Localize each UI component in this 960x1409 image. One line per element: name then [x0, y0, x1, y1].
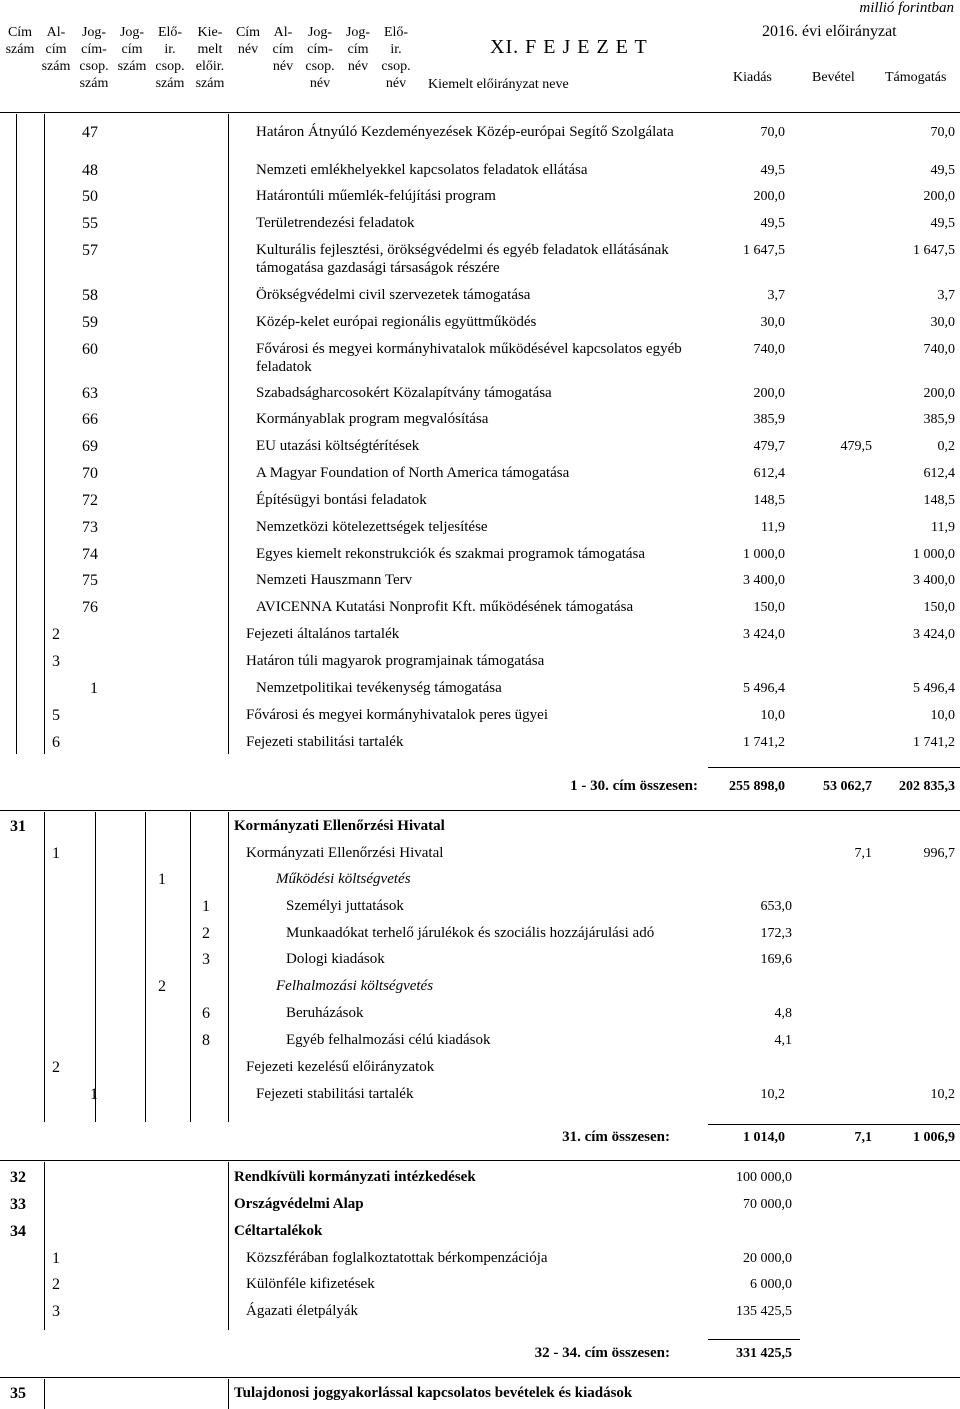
- table-row: 58 Örökségvédelmi civil szervezetek támogatása 3,7 3,7: [82, 287, 955, 304]
- table-header: [0, 0, 960, 98]
- table-row: 55 Területrendezési feladatok 49,5 49,5: [82, 215, 955, 232]
- header-kiadas: Kiadás: [733, 70, 772, 85]
- table-row: 66 Kormányablak program megvalósítása 385,9 385,9: [82, 411, 955, 428]
- table-row: 72 Építésügyi bontási feladatok 148,5 148,5: [82, 492, 955, 509]
- table-row: 2 Fejezeti általános tartalék 3 424,0 3 424,0: [52, 626, 955, 643]
- header-tamogatas: Támogatás: [885, 70, 947, 85]
- table-row: 8 Egyéb felhalmozási célú kiadások 4,1: [202, 1032, 792, 1049]
- table-row: 1 Személyi juttatások 653,0: [202, 898, 792, 915]
- section-4: 35 Tulajdonosi joggyakorlással kapcsolatos bevételek és kiadások: [0, 1380, 960, 1407]
- header-col-jogcim-nev: Jog- cím név: [345, 25, 371, 74]
- year-label: 2016. évi előirányzat: [762, 23, 897, 40]
- table-row: 6 Beruházások 4,8: [202, 1005, 792, 1022]
- section-rule: [0, 1160, 960, 1161]
- table-row: 48 Nemzeti emlékhelyekkel kapcsolatos feladatok ellátása 49,5 49,5: [82, 162, 955, 179]
- total-bevetel: 53 062,7: [823, 779, 872, 794]
- table-row: 2 Munkaadókat terhelő járulékok és szociális hozzájárulási adó 172,3: [202, 925, 792, 942]
- section-rule: [0, 810, 960, 811]
- table-row: 32 Rendkívüli kormányzati intézkedések 100 000,0: [10, 1169, 792, 1186]
- table-row: 2 Különféle kifizetések 6 000,0: [52, 1276, 792, 1293]
- table-row: 69 EU utazási költségtérítések 479,7 479,5 0,2: [82, 438, 955, 455]
- header-col-alcim-szam: Al- cím szám: [41, 25, 71, 74]
- header-col-jogcimcsop-szam: Jog- cím- csop. szám: [79, 25, 109, 91]
- table-row: 31 Kormányzati Ellenőrzési Hivatal: [0, 813, 960, 840]
- table-row: 47 Határon Átnyúló Kezdeményezések Közép-európai Segítő Szolgálata 70,0 70,0: [0, 119, 960, 163]
- header-col-cim-nev: Cím név: [235, 25, 261, 57]
- header-col-name: Kiemelt előirányzat neve: [428, 77, 569, 92]
- table-row: 1 Működési költségvetés: [158, 871, 411, 888]
- section-rule: [0, 1377, 960, 1378]
- total-tamogatas: 202 835,3: [899, 779, 955, 794]
- header-col-cim-szam: Cím szám: [5, 25, 35, 57]
- table-row: 3 Határon túli magyarok programjainak támogatása: [52, 653, 545, 670]
- table-row: 59 Közép-kelet európai regionális együttműködés 30,0 30,0: [82, 314, 955, 331]
- header-col-eloircsop-nev: Elő- ir. csop. név: [381, 25, 411, 91]
- header-col-jogcim-szam: Jog- cím szám: [117, 25, 147, 74]
- total-row: 32 - 34. cím összesen: 331 425,5: [534, 1345, 792, 1361]
- total-row: [0, 773, 960, 800]
- header-col-alcim-nev: Al- cím név: [272, 25, 294, 74]
- unit-label: millió forintban: [859, 0, 954, 16]
- row-tamogatas: 70,0: [930, 125, 955, 140]
- table-row: 76 AVICENNA Kutatási Nonprofit Kft. működésének támogatása 150,0 150,0: [82, 599, 955, 616]
- table-row: 70 A Magyar Foundation of North America támogatása 612,4 612,4: [82, 465, 955, 482]
- section-title: Kormányzati Ellenőrzési Hivatal: [234, 818, 445, 834]
- chapter-title: XI. F E J E Z E T: [490, 36, 648, 58]
- table-row: 3 Dologi kiadások 169,6: [202, 951, 792, 968]
- row-kiadas: 70,0: [760, 125, 785, 140]
- table-row: 1 Nemzetpolitikai tevékenység támogatása 5 496,4 5 496,4: [90, 680, 955, 697]
- table-row: 6 Fejezeti stabilitási tartalék 1 741,2 1 741,2: [52, 734, 955, 751]
- total-kiadas: 255 898,0: [729, 779, 785, 794]
- table-row: 1 Kormányzati Ellenőrzési Hivatal 7,1 996,7: [52, 845, 955, 862]
- table-row: 57 Kulturális fejlesztési, örökségvédelmi és egyéb feladatok ellátásának támogatása gazdasági társaságok részére 1 647,5 1 647,5: [82, 242, 955, 276]
- table-row: 74 Egyes kiemelt rekonstrukciók és szakmai programok támogatása 1 000,0 1 000,0: [82, 546, 955, 563]
- table-row: 3 Ágazati életpályák 135 425,5: [52, 1303, 792, 1320]
- table-row: 5 Fővárosi és megyei kormányhivatalok peres ügyei 10,0 10,0: [52, 707, 955, 724]
- row-name: Határon Átnyúló Kezdeményezések Közép-európai Segítő Szolgálata: [256, 124, 674, 140]
- section-title: Tulajdonosi joggyakorlással kapcsolatos bevételek és kiadások: [234, 1385, 633, 1401]
- table-row: 63 Szabadságharcosokért Közalapítvány támogatása 200,0 200,0: [82, 385, 955, 402]
- table-row: 75 Nemzeti Hauszmann Terv 3 400,0 3 400,0: [82, 572, 955, 589]
- header-col-jogcimcsop-nev: Jog- cím- csop. név: [305, 25, 335, 91]
- subtotal-rule: [708, 767, 960, 768]
- header-col-eloircsop-szam: Elő- ir. csop. szám: [155, 25, 185, 91]
- table-row: 34 Céltartalékok: [10, 1223, 323, 1240]
- table-row: 1 Fejezeti stabilitási tartalék 10,2 10,2: [90, 1086, 955, 1103]
- table-row: 2 Felhalmozási költségvetés: [158, 978, 434, 995]
- table-row: 60 Fővárosi és megyei kormányhivatalok működésével kapcsolatos egyéb feladatok 740,0 740,0: [82, 341, 955, 375]
- table-row: 50 Határontúli műemlék-felújítási program 200,0 200,0: [82, 188, 955, 205]
- table-row: 1 Közszférában foglalkoztatottak bérkompenzációja 20 000,0: [52, 1250, 792, 1267]
- table-row: 2 Fejezeti kezelésű előirányzatok: [52, 1059, 435, 1076]
- table-row: 33 Országvédelmi Alap 70 000,0: [10, 1196, 792, 1213]
- header-col-kiemelt-szam: Kie- melt előir. szám: [195, 25, 225, 91]
- total-row: 31. cím összesen: 1 014,0 7,1 1 006,9: [562, 1129, 955, 1145]
- header-bevetel: Bevétel: [812, 70, 855, 85]
- table-row: 73 Nemzetközi kötelezettségek teljesítése 11,9 11,9: [82, 519, 955, 536]
- header-rule: [0, 112, 960, 113]
- total-label: 1 - 30. cím összesen:: [570, 778, 698, 794]
